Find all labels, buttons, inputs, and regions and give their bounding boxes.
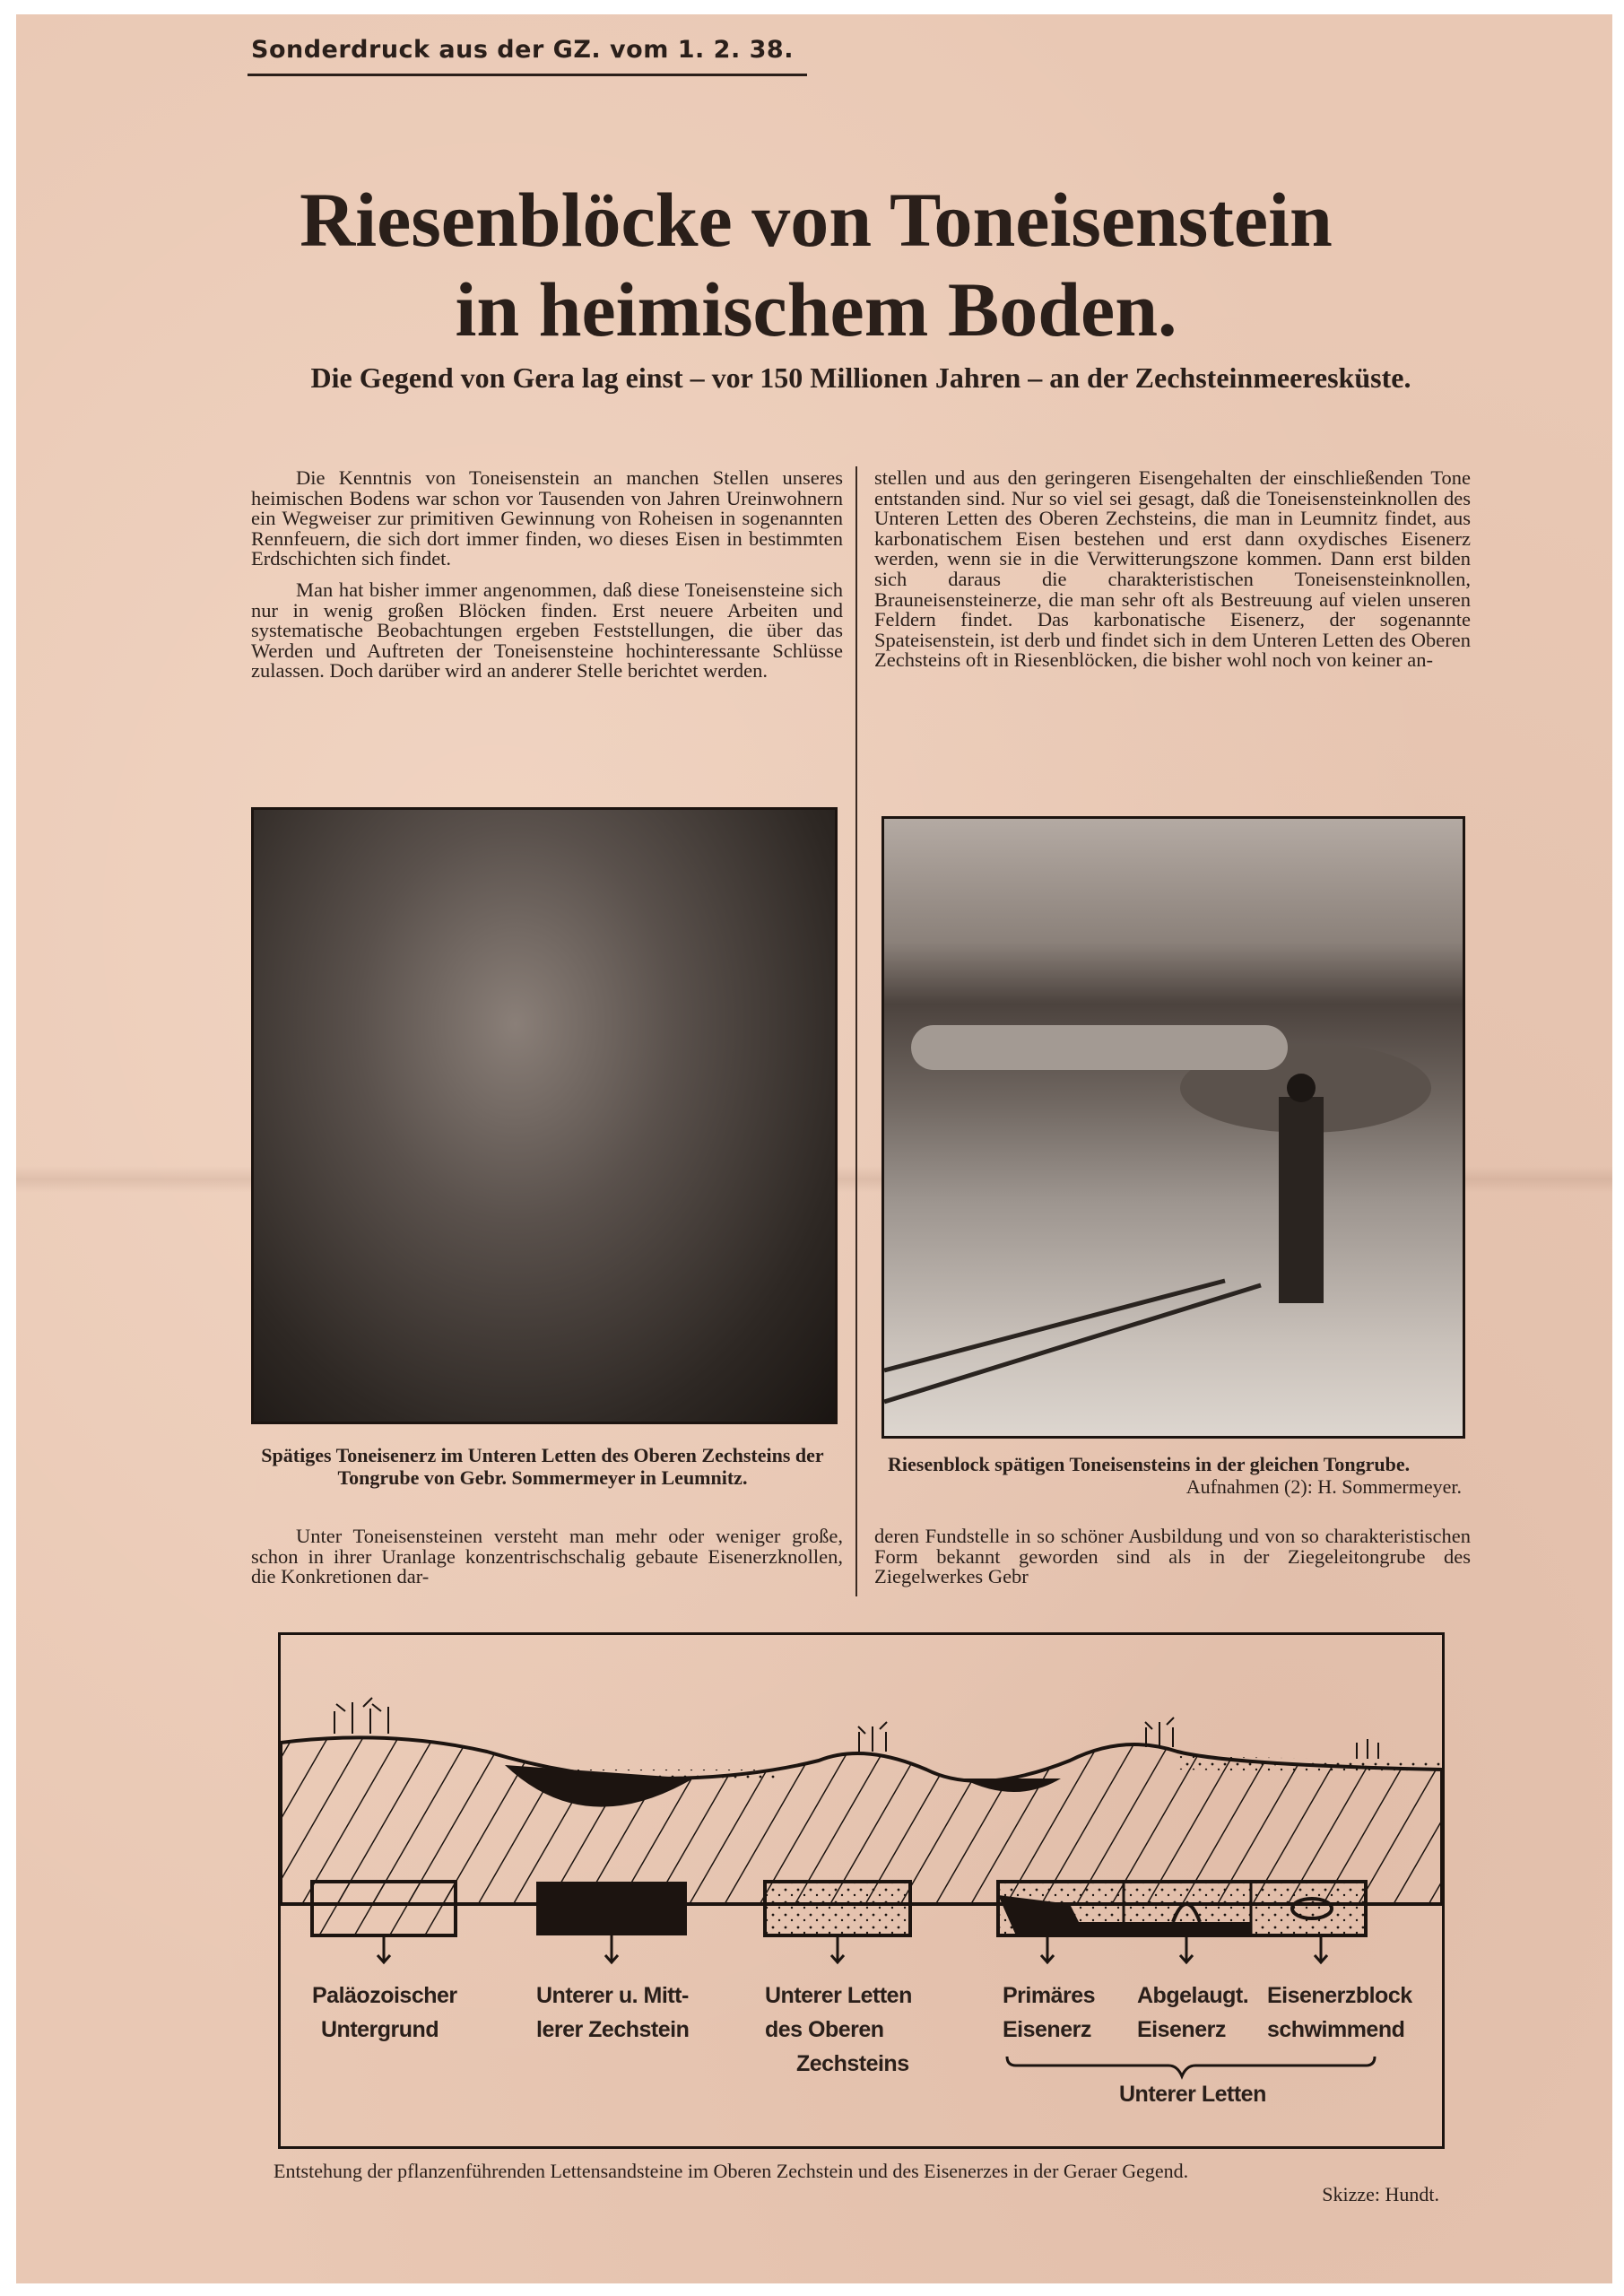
header-underline xyxy=(248,74,807,76)
headline xyxy=(179,175,1453,354)
photo-giant-block-with-man xyxy=(881,816,1465,1439)
legend-label-letten-3: Zechsteins xyxy=(796,2051,909,2076)
right-continuation xyxy=(874,1526,1471,1598)
reprint-header: Sonderdruck aus der GZ. vom 1. 2. 38. xyxy=(251,36,794,64)
legend-label-zechstein: Unterer u. Mitt- xyxy=(536,1983,689,2008)
caption-left: Spätiges Toneisenerz im Unteren Letten des Oberen Zechsteins der Tongrube von Gebr. Sommermeyer in Leumnitz. xyxy=(261,1444,824,1489)
legend-label-primary: Primäres xyxy=(1003,1983,1096,2008)
legend-label-palaeozoic: Paläozoischer xyxy=(312,1983,457,2008)
legend-swatch-zechstein xyxy=(536,1882,687,1935)
paragraph: Man hat bisher immer angenommen, daß diese Toneisensteine sich nur in wenig großen Blöcken finden. Erst neuere Arbeiten und systematische Beobachtungen ergeben Feststellungen, die über das Werden und Auftreten der Toneisensteine hochinteressante Schlüsse zulassen. Doch darüber wird an anderer Stelle berichtet werden. xyxy=(251,578,843,683)
photo-scene xyxy=(884,819,1463,1436)
legend-label-zechstein-2: lerer Zechstein xyxy=(536,2017,690,2042)
left-column-text xyxy=(251,468,843,692)
left-continuation xyxy=(251,1526,843,1598)
legend-label-leached: Abgelaugt. xyxy=(1137,1983,1249,2008)
legend-swatch-palaeozoic xyxy=(312,1882,456,1935)
column-divider xyxy=(855,466,857,1596)
headline-line-1: Riesenblöcke von Toneisenstein xyxy=(300,177,1333,263)
legend-label-letten: Unterer Letten xyxy=(765,1983,912,2008)
geological-cross-section xyxy=(278,1632,1445,2149)
right-column-text xyxy=(874,468,1471,682)
paragraph: Die Kenntnis von Toneisenstein an manchen Stellen unseres heimischen Bodens war schon vor Tausenden von Jahren Ureinwohnern ein Wegweiser zur primitiven Gewinnung von Roheisen in sogenannten Rennfeuern, die sich dort immer finden, wo dieses Eisen in bestimmten Erdschichten sich findet. xyxy=(251,466,843,570)
figure-credit: Skizze: Hundt. xyxy=(1322,2183,1439,2205)
legend-group-label: Unterer Letten xyxy=(1119,2082,1266,2107)
paragraph: deren Fundstelle in so schöner Ausbildung und von so charakteristischen Form bekannt geworden sind als in der Ziegeleitongrube des Ziegelwerkes Gebr xyxy=(874,1525,1471,1588)
legend-label-palaeozoic-2: Untergrund xyxy=(321,2017,439,2042)
legend-label-floating-2: schwimmend xyxy=(1267,2017,1405,2042)
figure-caption xyxy=(274,2160,1439,2206)
legend-label-floating: Eisenerzblock xyxy=(1267,1983,1412,2008)
subheadline: Die Gegend von Gera lag einst – vor 150 Millionen Jahren – an der Zechsteinmeeresküste. xyxy=(310,361,1411,394)
headline-line-2: in heimischem Boden. xyxy=(455,266,1177,352)
paragraph: stellen und aus den geringeren Eisengehalten der einschließenden Tone entstanden sind. Nur so viel sei gesagt, daß die Toneisensteinknollen des Unteren Letten des Oberen Zechsteins, die man in Leumnitz findet, aus karbonatischem Eisen bestehen und erst dann oxydisches Eisenerz werden, wenn sie in die Verwitterungszone kommen. Dann erst bilden sich daraus die charakteristischen Toneisensteinknollen, Brauneisensteinerze, die man sehr oft als Bestreuung auf vielen unseren Feldern findet. Das karbonatische Eisenerz, der sogenannte Spateisenstein, ist derb und findet sich in dem Unteren Letten des Oberen Zechsteins oft in Riesenblöcken, die bisher wohl noch von keiner an- xyxy=(874,466,1471,672)
caption-right xyxy=(888,1453,1462,1498)
legend-label-primary-2: Eisenerz xyxy=(1003,2017,1091,2042)
figure-caption-text: Entstehung der pflanzenführenden Lettensandsteine im Oberen Zechstein und des Eisenerzes in der Geraer Gegend. xyxy=(274,2160,1189,2182)
photo-iron-ore-in-clay xyxy=(251,807,838,1424)
paragraph: Unter Toneisensteinen versteht man mehr oder weniger große, schon in ihrer Uranlage konzentrischschalig gebaute Eisenerzknollen, die Konkretionen dar- xyxy=(251,1525,843,1588)
cross-section-drawing xyxy=(281,1635,1442,2146)
legend-label-leached-2: Eisenerz xyxy=(1137,2017,1226,2042)
photo-credit: Aufnahmen (2): H. Sommermeyer. xyxy=(1185,1475,1462,1498)
legend-swatch-letten xyxy=(765,1882,910,1935)
legend-label-letten-2: des Oberen xyxy=(765,2017,884,2042)
caption-right-text: Riesenblock spätigen Toneisensteins in der gleichen Tongrube. xyxy=(888,1453,1411,1475)
tree-icons xyxy=(334,1698,1378,1759)
